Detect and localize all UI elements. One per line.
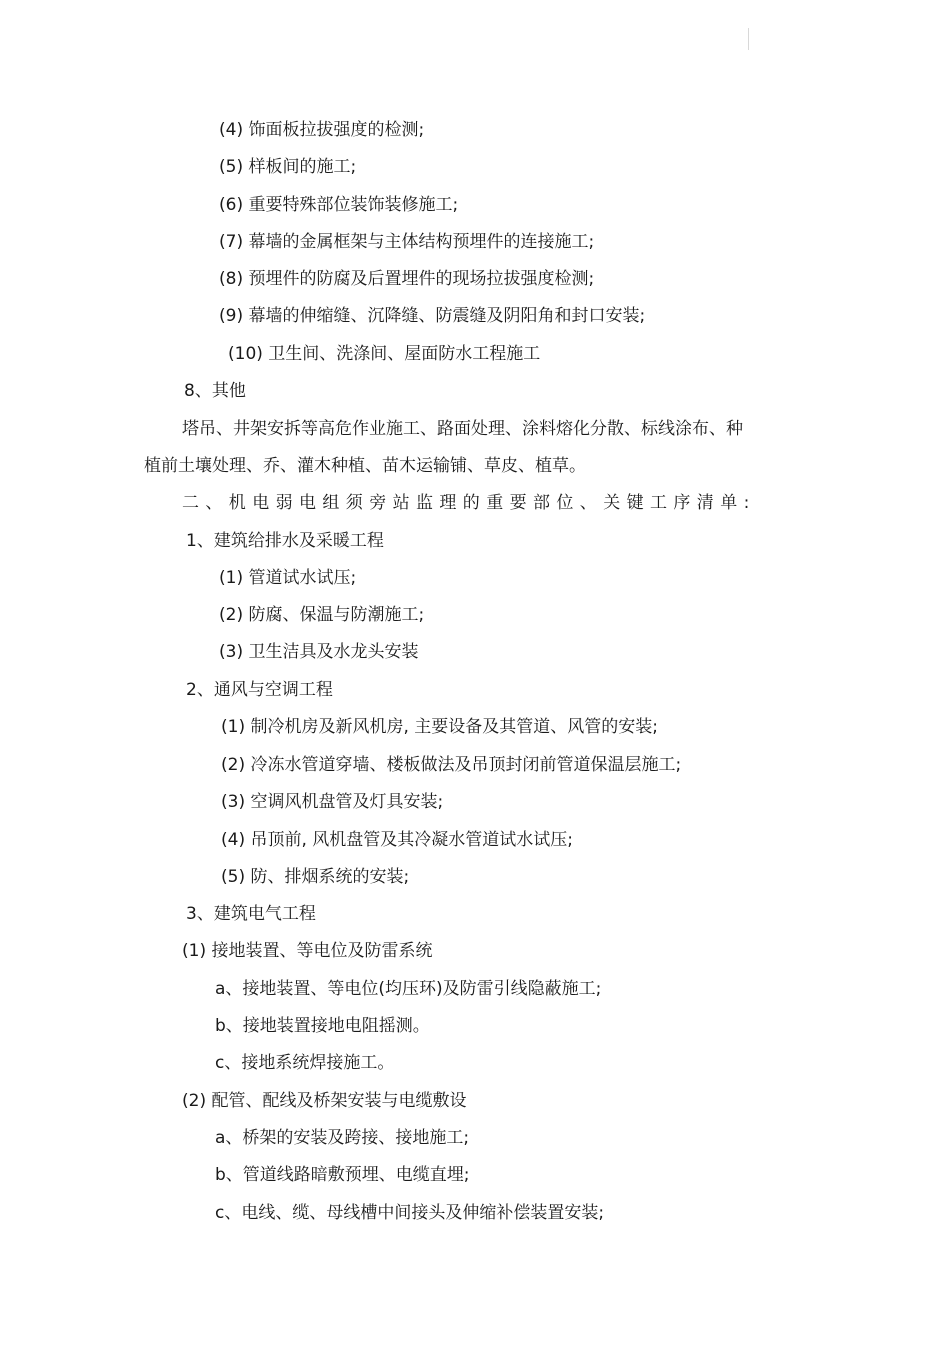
list-item: (2) 冷冻水管道穿墙、楼板做法及吊顶封闭前管道保温层施工; bbox=[221, 755, 682, 775]
list-item: c、电线、缆、母线槽中间接头及伸缩补偿装置安装; bbox=[215, 1203, 605, 1223]
list-item: (3) 空调风机盘管及灯具安装; bbox=[221, 792, 444, 812]
section-heading: 3、建筑电气工程 bbox=[186, 904, 316, 924]
list-item: (6) 重要特殊部位装饰装修施工; bbox=[219, 195, 459, 215]
section-title: 二、机电弱电组须旁站监理的重要部位、关键工序清单: bbox=[182, 493, 756, 513]
list-item: (5) 防、排烟系统的安装; bbox=[221, 867, 410, 887]
list-item: (9) 幕墙的伸缩缝、沉降缝、防震缝及阴阳角和封口安装; bbox=[219, 306, 646, 326]
section-heading: 8、其他 bbox=[184, 381, 246, 401]
list-item: (10) 卫生间、洗涤间、屋面防水工程施工 bbox=[228, 344, 541, 364]
list-item: b、管道线路暗敷预埋、电缆直埋; bbox=[215, 1165, 470, 1185]
list-item: (7) 幕墙的金属框架与主体结构预埋件的连接施工; bbox=[219, 232, 595, 252]
paragraph-line: 植前土壤处理、乔、灌木种植、苗木运输铺、草皮、植草。 bbox=[144, 456, 586, 476]
list-item: b、接地装置接地电阻摇测。 bbox=[215, 1016, 430, 1036]
list-item: (4) 吊顶前, 风机盘管及其冷凝水管道试水试压; bbox=[221, 830, 574, 850]
paragraph-line: 塔吊、井架安拆等高危作业施工、路面处理、涂料熔化分散、标线涂布、种 bbox=[182, 419, 743, 439]
list-item: (3) 卫生洁具及水龙头安装 bbox=[219, 642, 419, 662]
list-item: a、桥架的安装及跨接、接地施工; bbox=[215, 1128, 470, 1148]
list-item: (8) 预埋件的防腐及后置埋件的现场拉拔强度检测; bbox=[219, 269, 595, 289]
list-item: (2) 防腐、保温与防潮施工; bbox=[219, 605, 425, 625]
subsection-heading: (1) 接地装置、等电位及防雷系统 bbox=[182, 941, 433, 961]
list-item: a、接地装置、等电位(均压环)及防雷引线隐蔽施工; bbox=[215, 979, 602, 999]
list-item: (1) 制冷机房及新风机房, 主要设备及其管道、风管的安装; bbox=[221, 717, 659, 737]
page-corner-mark bbox=[748, 28, 749, 50]
list-item: (4) 饰面板拉拔强度的检测; bbox=[219, 120, 425, 140]
list-item: (5) 样板间的施工; bbox=[219, 157, 357, 177]
section-heading: 2、通风与空调工程 bbox=[186, 680, 333, 700]
subsection-heading: (2) 配管、配线及桥架安装与电缆敷设 bbox=[182, 1091, 467, 1111]
list-item: c、接地系统焊接施工。 bbox=[215, 1053, 395, 1073]
section-heading: 1、建筑给排水及采暖工程 bbox=[186, 531, 384, 551]
list-item: (1) 管道试水试压; bbox=[219, 568, 357, 588]
